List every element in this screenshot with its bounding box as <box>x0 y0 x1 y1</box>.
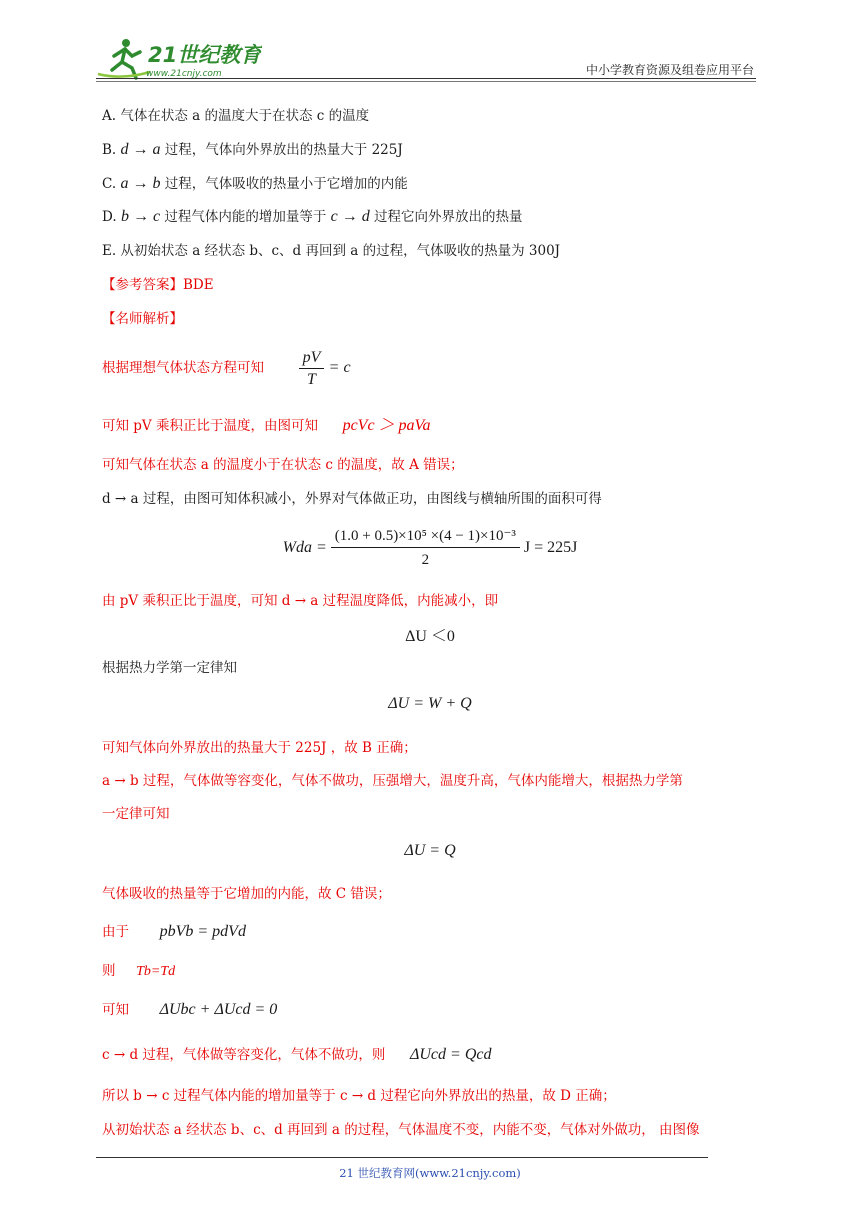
equation-first-law: ΔU = W + Q <box>388 695 472 712</box>
pv-over-t-fraction: $\frac{pV}{T}$ <box>299 349 325 389</box>
analysis-label: 【名师解析】 <box>102 311 183 327</box>
option-c: C. a → b 过程，气体吸收的热量小于它增加的内能 <box>102 175 408 192</box>
header-divider-thin <box>96 81 756 82</box>
analysis-line-16: 从初始状态 a 经状态 b、c、d 再回到 a 的过程，气体温度不变，内能不变，气体对外做功， 由图像 <box>102 1122 700 1138</box>
option-b: B. d → a 过程，气体向外界放出的热量大于 225J <box>102 141 403 158</box>
option-d: D. b → c 过程气体内能的增加量等于 c → d 过程它向外界放出的热量 <box>102 208 523 225</box>
logo-url: www.21cnjy.com <box>146 69 222 79</box>
analysis-line-2: 可知 pV 乘积正比于温度，由图可知 pcVc ＞ paVa <box>102 417 431 434</box>
analysis-line-11: 由于 pbVb = pdVd <box>102 923 246 940</box>
equation-delta-u-negative: ΔU ＜0 <box>405 628 455 645</box>
header-divider <box>96 78 756 79</box>
analysis-line-10: 气体吸收的热量等于它增加的内能，故 C 错误； <box>102 886 391 902</box>
analysis-line-12: 则 Tb=Td <box>102 963 176 979</box>
analysis-line-7: 可知气体向外界放出的热量大于 225J ，故 B 正确； <box>102 740 417 756</box>
analysis-line-9: 一定律可知 <box>102 806 170 822</box>
analysis-line-5: 由 pV 乘积正比于温度，可知 d → a 过程温度降低，内能减小，即 <box>102 593 499 609</box>
platform-name: 中小学教育资源及组卷应用平台 <box>585 63 754 77</box>
analysis-line-4: d → a 过程，由图可知体积减小，外界对气体做正功，由图线与横轴所围的面积可得 <box>102 491 602 507</box>
site-logo <box>92 34 262 82</box>
work-fraction: $\frac{\text{(1.0 + 0.5)×10⁵ ×(4 − 1)×10⁻³}}{2}$ <box>331 526 520 570</box>
footer-divider <box>96 1157 708 1158</box>
analysis-line-6: 根据热力学第一定律知 <box>102 660 237 676</box>
equation-work: Wda = $\frac{\text{(1.0 + 0.5)×10⁵ ×(4 − 1)×10⁻³}}{2}$ J = 225J <box>282 528 578 568</box>
analysis-line-15: 所以 b → c 过程气体内能的增加量等于 c → d 过程它向外界放出的热量，故 D 正确； <box>102 1088 616 1104</box>
analysis-line-14: c → d 过程，气体做等容变化，气体不做功，则 ΔUcd = Qcd <box>102 1046 492 1063</box>
analysis-line-13: 可知 ΔUbc + ΔUcd = 0 <box>102 1001 278 1018</box>
analysis-line-8: a → b 过程，气体做等容变化，气体不做功，压强增大，温度升高，气体内能增大，根据热力学第 <box>102 773 683 789</box>
equation-delta-u-q: ΔU = Q <box>404 842 456 859</box>
option-e: E. 从初始状态 a 经状态 b、c、d 再回到 a 的过程，气体吸收的热量为 300J <box>102 243 561 259</box>
runner-icon <box>98 39 150 78</box>
answer-label: 【参考答案】BDE <box>102 277 214 293</box>
footer-text: 21 世纪教育网(www.21cnjy.com) <box>339 1166 521 1180</box>
option-a: A. 气体在状态 a 的温度大于在状态 c 的温度 <box>102 108 370 124</box>
analysis-line-3: 可知气体在状态 a 的温度小于在状态 c 的温度，故 A 错误； <box>102 457 464 473</box>
analysis-line-1: 根据理想气体状态方程可知 $\frac{pV}{T}$ = c <box>102 348 351 388</box>
logo-text: 21世纪教育 <box>148 43 262 67</box>
